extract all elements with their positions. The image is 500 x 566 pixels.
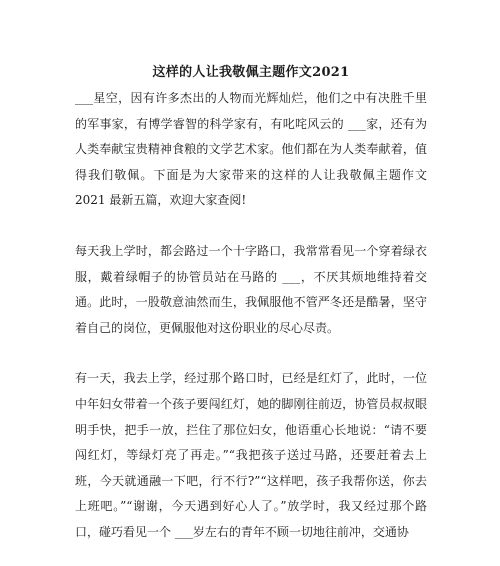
paragraph-intro: ___星空，因有许多杰出的人物而光辉灿烂，他们之中有决胜千里的军事家，有博学睿智的科学家有，有叱咤风云的 ___家，还有为人类奉献宝贵精神食粮的文学艺术家。他们都在为人类奉献着，值得我们敬佩。下面是为大家带来的这样的人让我敬佩主题作文 2021 最新五篇，欢迎大家查阅! — [75, 91, 427, 208]
paragraph-crossing-guard: 每天我上学时，都会路过一个十字路口，我常常看见一个穿着绿衣服，戴着绿帽子的协管员站在马路的 ___，不厌其烦地维持着交通。此时，一股敬意油然而生，我佩服他不管严冬还是酷暑，坚守着自己的岗位，更佩服他对这份职业的尽心尽责。 — [75, 243, 427, 335]
bottom-fade — [0, 548, 500, 566]
document-title: 这样的人让我敬佩主题作文2021 — [152, 65, 350, 80]
document-page — [75, 62, 427, 546]
paragraph-red-light-story: 有一天，我去上学，经过那个路口时，已经是红灯了，此时，一位中年妇女带着一个孩子要闯红灯，她的脚刚往前迈，协管员叔叔眼明手快，把手一放，拦住了那位妇女，他语重心长地说：“请不要闯红灯，等绿灯亮了再走。”“我把孩子送过马路，还要赶着去上班，今天就通融一下吧，行不行?”“这样吧，孩子我帮你送，你去上班吧。”“谢谢，今天遇到好心人了。”放学时，我又经过那个路口，碰巧看见一个 ___岁左右的青年不顾一切地往前冲，交通协 — [75, 371, 427, 539]
